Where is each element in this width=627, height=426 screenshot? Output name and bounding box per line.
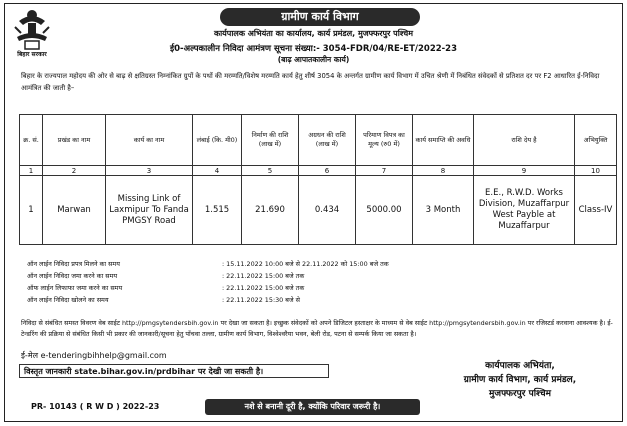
schedule-label: ऑन लाईन निविदा प्रपत्र मिलने का समय [27, 260, 120, 268]
schedule-value: : 15.11.2022 10:00 बजे से 22.11.2022 को 15:00 बजे तक [222, 260, 389, 268]
column-number: 1 [20, 166, 43, 176]
signature-line: ग्रामीण कार्य विभाग, कार्य प्रमंडल, [463, 375, 577, 385]
tender-table [19, 114, 617, 245]
website-note: निविदा से संबंधित समस्त विवरण वेब साईट http://pmgsytendersbih.gov.in पर देखा जा सकता है। इच्छुक संवेदकों को अपने डिजिटल हस्ताक्षर के माध्यम से वेब साईट http://pmgsytendersbih.gov.in पर रजिस्टर्ड करवाना आवश्यक है। ई-टेन्डरिंग की प्रक्रिया से संबंधित किसी भी प्रकार की जानकारी/सूचना हेतु पाँचवा तल्ला, ग्रामीण कार्य विभाग, विश्वेश्वरैया भवन, बेली रोड, पटना से सम्पर्क किया जा सकता है। [21, 319, 613, 338]
tender-schedule [27, 258, 427, 306]
header-cell: क्र. सं. [20, 115, 43, 166]
column-number: 2 [43, 166, 106, 176]
details-link-box: विस्तृत जानकारी state.bihar.gov.in/prdbihar पर देखी जा सकती है। [19, 364, 329, 378]
tender-notice [4, 3, 623, 422]
schedule-label: ऑन लाईन निविदा जमा करने का समय [27, 272, 118, 280]
serial-number: 1 [20, 176, 43, 245]
column-number: 8 [413, 166, 474, 176]
slogan-banner: नशे से बनानी दूरी है, क्योंकि परिवार जरूरी है। [205, 399, 420, 415]
schedule-label: ऑन लाईन निविदा खोलने का समय [27, 296, 109, 304]
table-header-row [20, 115, 617, 166]
column-number: 4 [193, 166, 242, 176]
block-name: Marwan [43, 176, 106, 245]
construction-cost: 21.690 [242, 176, 299, 245]
pr-number: PR- 10143 ( R W D ) 2022-23 [31, 402, 160, 411]
schedule-label: ऑफ लाईन लिफाफा जमा करने का समय [27, 284, 123, 292]
column-number-row [20, 166, 617, 176]
header-cell: राशि देय है [474, 115, 575, 166]
column-number: 10 [575, 166, 617, 176]
header-cell: निर्माण की राशि (लाख में) [242, 115, 299, 166]
column-number: 7 [356, 166, 413, 176]
column-number: 3 [106, 166, 193, 176]
signature-line: मुजफ्फरपुर पश्चिम [489, 389, 551, 399]
header-cell: अग्रधन की राशि (लाख में) [299, 115, 356, 166]
schedule-row [27, 270, 427, 282]
logo-caption: बिहार सरकार [17, 51, 47, 58]
header-cell: लंबाई (कि. मी0) [193, 115, 242, 166]
work-name: Missing Link of Laxmipur To Fanda PMGSY Road [106, 176, 193, 245]
road-length: 1.515 [193, 176, 242, 245]
schedule-row [27, 294, 427, 306]
column-number: 9 [474, 166, 575, 176]
header-cell: प्रखंड का नाम [43, 115, 106, 166]
signature-line: कार्यपालक अभियंता, [485, 361, 555, 371]
earnest-money: 0.434 [299, 176, 356, 245]
column-number: 5 [242, 166, 299, 176]
schedule-value: : 22.11.2022 15:00 बजे तक [222, 284, 305, 292]
remark: Class-IV [575, 176, 617, 245]
table-row [20, 176, 617, 245]
header-cell: कार्य समाप्ति की अवधि [413, 115, 474, 166]
notice-number: ई0-अल्पकालीन निविदा आमंत्रण सूचना संख्या:- 3054-FDR/04/RE-ET/2022-23 [169, 44, 458, 54]
office-name: कार्यपालक अभियंता का कार्यालय, कार्य प्रमंडल, मुजफ्फरपुर पश्चिम [213, 29, 414, 38]
schedule-row [27, 258, 427, 270]
payable-to: E.E., R.W.D. Works Division, Muzaffarpur West Payble at Muzaffarpur [474, 176, 575, 245]
helpdesk-email: ई-मेल e-tenderingbihhelp@gmail.com [21, 351, 167, 360]
column-number: 6 [299, 166, 356, 176]
schedule-value: : 22.11.2022 15:00 बजे तक [222, 272, 305, 280]
department-title: ग्रामीण कार्य विभाग [220, 8, 420, 26]
boq-price: 5000.00 [356, 176, 413, 245]
header-cell: परिमाण विपत्र का मूल्य (रु0 में) [356, 115, 413, 166]
header-cell: कार्य का नाम [106, 115, 193, 166]
schedule-value: : 22.11.2022 15:30 बजे से [222, 296, 300, 304]
intro-paragraph: बिहार के राज्यपाल महोदय की ओर से बाढ़ से क्षतिग्रस्त निम्नांकित ग्रुपों के पथों की मरम्मति/विशेष मरम्मति कार्य हेतु शीर्ष 3054 के अन्तर्गत ग्रामीण कार्य विभाग में उचित श्रेणी में निबंधित संवेदकों से प्रतिशत दर पर F2 आधारित ई-निविदा आमंत्रित की जाती है– [21, 72, 600, 92]
header-cell: अभियुक्ति [575, 115, 617, 166]
completion-period: 3 Month [413, 176, 474, 245]
notice-subtitle: (बाढ़ आपातकालीन कार्य) [277, 55, 350, 64]
schedule-row [27, 282, 427, 294]
signature-block [420, 359, 620, 401]
